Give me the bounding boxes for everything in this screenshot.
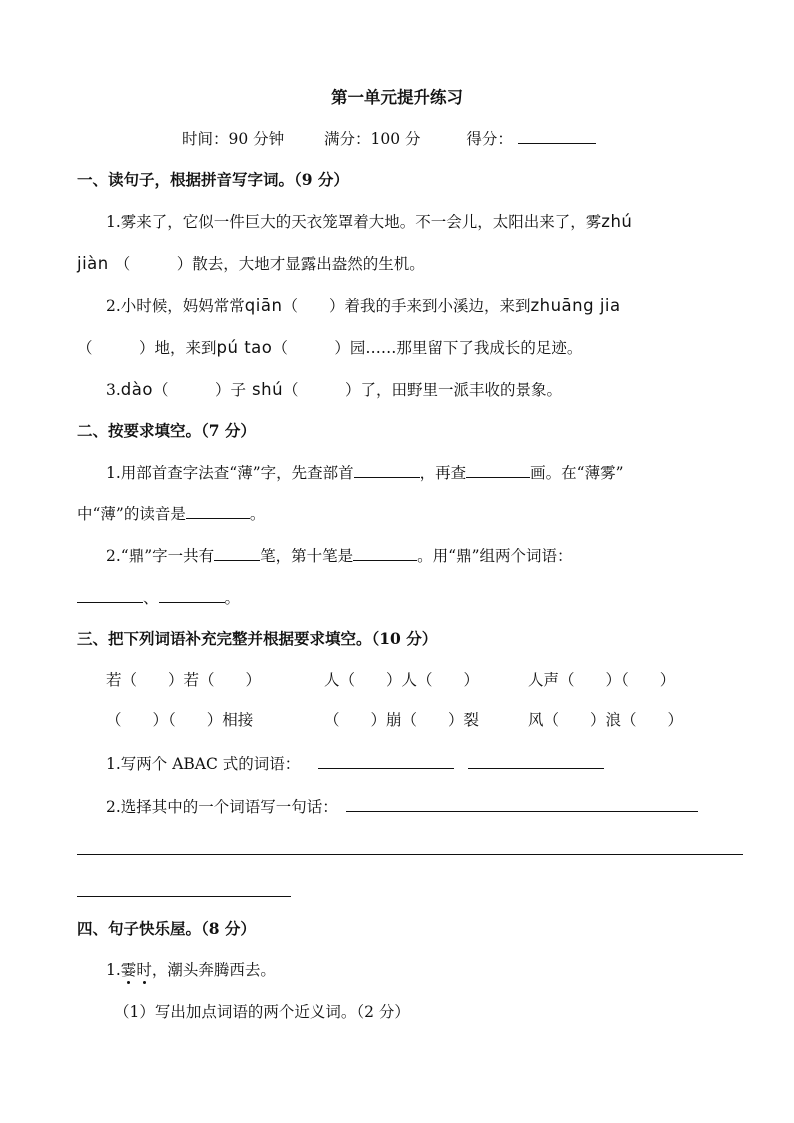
s1-q1-answer-blank[interactable]: （ ）	[114, 255, 193, 273]
score-label: 得分：	[466, 130, 513, 148]
s3-q1-line	[106, 752, 786, 776]
s2-q2-text-c: 。用“鼎”组两个词语：	[417, 547, 573, 565]
s1-q1-pinyin-b: jiàn	[77, 254, 109, 273]
s3-q2-text: 2.选择其中的一个词语写一句话：	[106, 798, 338, 816]
s2-q2-line1	[106, 544, 786, 568]
s3-word-4[interactable]: （ ）（ ）相接	[106, 711, 254, 729]
page-title: 第一单元提升练习	[331, 88, 463, 107]
s1-q3-pinyin-1: dào	[120, 380, 153, 399]
s3-q1-text: 1.写两个 ABAC 式的词语：	[106, 755, 301, 773]
s3-q1-blank-2[interactable]	[468, 752, 604, 769]
s1-q1-text-b: 散去，大地才显露出盎然的生机。	[192, 255, 425, 273]
s2-q2-stroke-count-blank[interactable]	[214, 544, 260, 561]
s3-q2-answer-line-1[interactable]	[77, 854, 743, 855]
s1-q2-line1	[106, 294, 786, 318]
s1-q1-line1	[106, 210, 786, 234]
section-1-heading: 一、读句子，根据拼音写字词。（9 分）	[77, 170, 349, 189]
s4-q1-sub: （1）写出加点词语的两个近义词。（2 分）	[114, 1003, 410, 1021]
s4-q1-line	[106, 958, 786, 982]
s3-word-6[interactable]: 风（ ）浪（ ）	[528, 711, 684, 729]
s2-q1-line2	[77, 502, 777, 526]
s2-q1-text-e: 。	[249, 505, 266, 523]
s1-q3-text-b: 子	[230, 381, 247, 399]
s3-q2-line	[106, 795, 786, 819]
s1-q2-text-a: 2.小时候，妈妈常常	[106, 297, 245, 315]
s1-q3-answer-blank-2[interactable]: （ ）	[283, 381, 361, 399]
s1-q3-text-a: 3.	[106, 381, 121, 399]
s1-q3-line	[106, 378, 786, 402]
s2-q1-pronunciation-blank[interactable]	[186, 502, 250, 519]
s3-word-3[interactable]: 人声（ ）（ ）	[528, 671, 676, 689]
s3-word-1[interactable]: 若（ ）若（ ）	[106, 671, 262, 689]
time-label: 时间：90 分钟	[182, 130, 285, 148]
section-2-heading: 二、按要求填空。（7 分）	[77, 421, 256, 440]
s2-q1-text-a: 1.用部首查字法查“薄”字，先查部首	[106, 464, 354, 482]
s2-q2-word-blank-1[interactable]	[77, 586, 143, 603]
s1-q2-pinyin-1: qiān	[244, 296, 283, 315]
s1-q1-pinyin-a: zhú	[601, 212, 633, 231]
s3-q2-answer-line-2[interactable]	[77, 896, 291, 897]
s2-q2-tenth-stroke-blank[interactable]	[353, 544, 417, 561]
s1-q3-answer-blank-1[interactable]: （ ）	[152, 381, 231, 399]
s1-q2-text-c: 地，来到	[154, 339, 217, 357]
s2-q1-text-d: 中“薄”的读音是	[77, 505, 186, 523]
s1-q2-answer-blank-3[interactable]: （ ）	[272, 339, 350, 357]
s1-q2-text-d: 园……那里留下了我成长的足迹。	[349, 339, 583, 357]
score-blank[interactable]	[518, 127, 596, 144]
s4-q1-text-b: ，潮头奔腾西去。	[151, 961, 276, 979]
s3-word-2[interactable]: 人（ ）人（ ）	[324, 671, 480, 689]
s3-q1-blank-1[interactable]	[318, 752, 454, 769]
s1-q2-answer-blank-1[interactable]: （ ）	[282, 297, 345, 315]
s1-q3-pinyin-2: shú	[252, 380, 284, 399]
s2-q2-text-d: 、	[143, 589, 159, 607]
s1-q2-pinyin-2: zhuāng jia	[530, 296, 621, 315]
section-3-heading: 三、把下列词语补充完整并根据要求填空。（10 分）	[77, 629, 438, 648]
s1-q2-line2	[77, 336, 777, 360]
s2-q2-text-e: 。	[224, 589, 241, 607]
s1-q2-answer-blank-2[interactable]: （ ）	[77, 339, 155, 357]
s4-q1-dotted-char-1: 霎	[120, 961, 137, 979]
s1-q2-pinyin-3: pú tao	[216, 338, 273, 357]
s3-word-5[interactable]: （ ）崩（ ）裂	[324, 711, 480, 729]
section-4-heading: 四、句子快乐屋。（8 分）	[77, 919, 256, 938]
s2-q2-text-b: 笔，第十笔是	[260, 547, 354, 565]
s4-q1-text-a: 1.	[106, 961, 121, 979]
s2-q1-text-b: ，再查	[419, 464, 467, 482]
meta-line	[182, 127, 782, 151]
s1-q1-text-a: 1.雾来了，它似一件巨大的天衣笼罩着大地。不一会儿，太阳出来了，雾	[106, 213, 602, 231]
s3-q2-blank[interactable]	[346, 795, 698, 812]
s2-q1-line1	[106, 461, 786, 485]
s2-q2-word-blank-2[interactable]	[159, 586, 225, 603]
s1-q2-text-b: 着我的手来到小溪边，来到	[344, 297, 531, 315]
s1-q1-line2	[77, 252, 777, 276]
s1-q3-text-c: 了，田野里一派丰收的景象。	[360, 381, 563, 399]
s2-q2-text-a: 2.“鼎”字一共有	[106, 547, 215, 565]
s2-q2-line2	[77, 586, 777, 610]
full-score-label: 满分：100 分	[324, 130, 421, 148]
s4-q1-dotted-char-2: 时	[136, 961, 152, 979]
s2-q1-radical-blank[interactable]	[354, 461, 420, 478]
s2-q1-text-c: 画。在“薄雾”	[530, 464, 624, 482]
s2-q1-strokes-blank[interactable]	[466, 461, 530, 478]
